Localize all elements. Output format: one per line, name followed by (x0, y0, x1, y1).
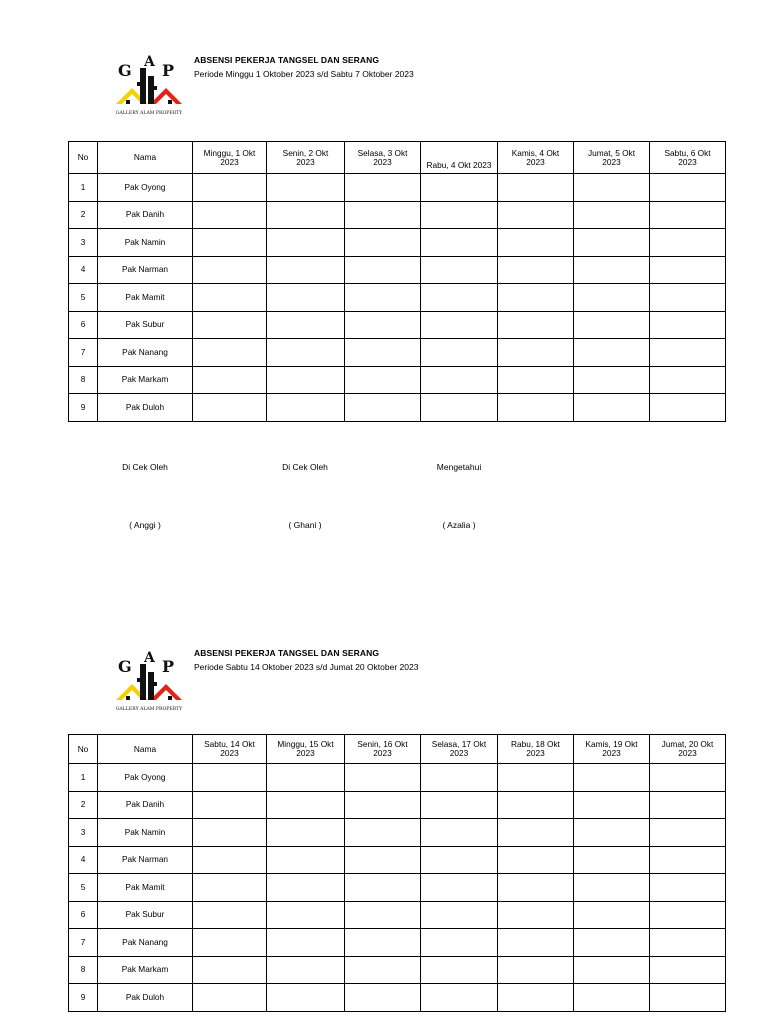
attendance-cell[interactable] (498, 956, 574, 984)
attendance-cell[interactable] (421, 366, 498, 394)
table-row (69, 174, 726, 202)
attendance-cell[interactable] (498, 174, 574, 202)
header-nama: Nama (98, 735, 193, 764)
header-day: Sabtu, 14 Okt 2023 (193, 735, 267, 764)
attendance-cell[interactable] (650, 929, 726, 957)
table-row (69, 394, 726, 422)
attendance-cell[interactable] (345, 874, 421, 902)
table-row (69, 256, 726, 284)
signature-name-anggi: ( Anggi ) (129, 520, 161, 530)
attendance-cell[interactable] (345, 366, 421, 394)
table-row (69, 764, 726, 792)
attendance-cell[interactable] (193, 174, 267, 202)
attendance-cell[interactable] (498, 366, 574, 394)
row-number: 2 (69, 791, 98, 819)
attendance-cell[interactable] (267, 984, 345, 1012)
attendance-cell[interactable] (267, 929, 345, 957)
header-day: Selasa, 17 Okt 2023 (421, 735, 498, 764)
attendance-cell[interactable] (193, 764, 267, 792)
attendance-cell[interactable] (421, 201, 498, 229)
attendance-cell[interactable] (498, 984, 574, 1012)
attendance-cell[interactable] (498, 201, 574, 229)
table-row (69, 929, 726, 957)
table-row (69, 311, 726, 339)
worker-name: Pak Mamit (98, 874, 193, 902)
attendance-cell[interactable] (267, 874, 345, 902)
attendance-cell[interactable] (498, 311, 574, 339)
attendance-cell[interactable] (574, 874, 650, 902)
attendance-cell[interactable] (421, 174, 498, 202)
attendance-cell[interactable] (650, 846, 726, 874)
attendance-cell[interactable] (193, 366, 267, 394)
attendance-cell[interactable] (345, 901, 421, 929)
attendance-cell[interactable] (193, 394, 267, 422)
attendance-cell[interactable] (650, 339, 726, 367)
attendance-cell[interactable] (574, 311, 650, 339)
row-number: 1 (69, 764, 98, 792)
table-row (69, 901, 726, 929)
attendance-cell[interactable] (267, 339, 345, 367)
attendance-cell[interactable] (498, 394, 574, 422)
header-day: Kamis, 19 Okt 2023 (574, 735, 650, 764)
signature-name-ghani: ( Ghani ) (288, 520, 322, 530)
attendance-cell[interactable] (498, 846, 574, 874)
worker-name: Pak Oyong (98, 764, 193, 792)
header-day: Kamis, 4 Okt 2023 (498, 142, 574, 174)
attendance-cell[interactable] (574, 929, 650, 957)
attendance-cell[interactable] (267, 201, 345, 229)
attendance-table-1 (68, 141, 726, 422)
attendance-cell[interactable] (650, 201, 726, 229)
header-day: Jumat, 20 Okt 2023 (650, 735, 726, 764)
attendance-cell[interactable] (421, 764, 498, 792)
attendance-cell[interactable] (574, 174, 650, 202)
attendance-cell[interactable] (650, 956, 726, 984)
header-day: Minggu, 15 Okt 2023 (267, 735, 345, 764)
attendance-cell[interactable] (345, 984, 421, 1012)
attendance-cell[interactable] (193, 311, 267, 339)
attendance-cell[interactable] (498, 874, 574, 902)
attendance-cell[interactable] (421, 901, 498, 929)
attendance-cell[interactable] (193, 339, 267, 367)
attendance-cell[interactable] (421, 929, 498, 957)
row-number: 2 (69, 201, 98, 229)
attendance-cell[interactable] (267, 901, 345, 929)
attendance-cell[interactable] (574, 366, 650, 394)
row-number: 4 (69, 256, 98, 284)
worker-name: Pak Duloh (98, 394, 193, 422)
attendance-cell[interactable] (574, 764, 650, 792)
attendance-cell[interactable] (574, 846, 650, 874)
attendance-cell[interactable] (498, 339, 574, 367)
attendance-cell[interactable] (345, 229, 421, 257)
signature-role-checker-1: Di Cek Oleh (122, 462, 168, 472)
attendance-cell[interactable] (650, 229, 726, 257)
attendance-cell[interactable] (193, 901, 267, 929)
attendance-cell[interactable] (650, 311, 726, 339)
row-number: 9 (69, 394, 98, 422)
attendance-cell[interactable] (193, 284, 267, 312)
table-header-row (69, 142, 726, 174)
attendance-cell[interactable] (421, 311, 498, 339)
attendance-cell[interactable] (574, 984, 650, 1012)
attendance-cell[interactable] (650, 791, 726, 819)
attendance-cell[interactable] (574, 284, 650, 312)
row-number: 3 (69, 819, 98, 847)
attendance-cell[interactable] (574, 201, 650, 229)
row-number: 8 (69, 366, 98, 394)
attendance-cell[interactable] (421, 846, 498, 874)
worker-name: Pak Subur (98, 311, 193, 339)
attendance-cell[interactable] (267, 311, 345, 339)
attendance-cell[interactable] (193, 874, 267, 902)
worker-name: Pak Narman (98, 256, 193, 284)
attendance-cell[interactable] (421, 339, 498, 367)
table-row (69, 366, 726, 394)
worker-name: Pak Danih (98, 791, 193, 819)
header-nama: Nama (98, 142, 193, 174)
sheet1-period: Periode Minggu 1 Oktober 2023 s/d Sabtu 7 Oktober 2023 (194, 69, 414, 79)
row-number: 6 (69, 311, 98, 339)
attendance-cell[interactable] (193, 201, 267, 229)
signature-name-azalia: ( Azalia ) (442, 520, 476, 530)
header-no: No (69, 142, 98, 174)
svg-text:GALLERY ALAM PROPERTY: GALLERY ALAM PROPERTY (115, 707, 183, 712)
attendance-cell[interactable] (650, 394, 726, 422)
worker-name: Pak Narman (98, 846, 193, 874)
attendance-cell[interactable] (193, 819, 267, 847)
attendance-cell[interactable] (421, 984, 498, 1012)
worker-name: Pak Mamit (98, 284, 193, 312)
svg-text:G: G (118, 657, 132, 676)
attendance-cell[interactable] (267, 229, 345, 257)
row-number: 8 (69, 956, 98, 984)
worker-name: Pak Markam (98, 366, 193, 394)
header-day: Senin, 2 Okt 2023 (267, 142, 345, 174)
attendance-cell[interactable] (193, 256, 267, 284)
attendance-cell[interactable] (574, 394, 650, 422)
attendance-cell[interactable] (345, 284, 421, 312)
row-number: 9 (69, 984, 98, 1012)
header-day: Minggu, 1 Okt 2023 (193, 142, 267, 174)
worker-name: Pak Nanang (98, 929, 193, 957)
attendance-cell[interactable] (498, 791, 574, 819)
attendance-cell[interactable] (193, 956, 267, 984)
table-row (69, 984, 726, 1012)
attendance-cell[interactable] (345, 791, 421, 819)
attendance-cell[interactable] (345, 339, 421, 367)
header-day: Sabtu, 6 Okt 2023 (650, 142, 726, 174)
attendance-cell[interactable] (498, 764, 574, 792)
attendance-cell[interactable] (193, 929, 267, 957)
header-day: Senin, 16 Okt 2023 (345, 735, 421, 764)
attendance-cell[interactable] (650, 256, 726, 284)
attendance-cell[interactable] (574, 791, 650, 819)
attendance-cell[interactable] (267, 791, 345, 819)
table-row (69, 339, 726, 367)
table-row (69, 201, 726, 229)
attendance-cell[interactable] (498, 256, 574, 284)
attendance-cell[interactable] (650, 174, 726, 202)
attendance-cell[interactable] (345, 956, 421, 984)
row-number: 3 (69, 229, 98, 257)
attendance-cell[interactable] (574, 956, 650, 984)
attendance-cell[interactable] (650, 284, 726, 312)
table-row (69, 846, 726, 874)
attendance-cell[interactable] (574, 256, 650, 284)
svg-text:G: G (118, 61, 132, 80)
attendance-cell[interactable] (498, 929, 574, 957)
sheet1-title: ABSENSI PEKERJA TANGSEL DAN SERANG (194, 55, 380, 65)
row-number: 1 (69, 174, 98, 202)
worker-name: Pak Danih (98, 201, 193, 229)
table-header-row (69, 735, 726, 764)
svg-text:A: A (144, 54, 155, 70)
header-day: Jumat, 5 Okt 2023 (574, 142, 650, 174)
worker-name: Pak Markam (98, 956, 193, 984)
attendance-cell[interactable] (345, 819, 421, 847)
attendance-cell[interactable] (345, 201, 421, 229)
attendance-cell[interactable] (421, 819, 498, 847)
attendance-cell[interactable] (574, 339, 650, 367)
svg-text:P: P (162, 657, 175, 676)
attendance-cell[interactable] (345, 846, 421, 874)
attendance-cell[interactable] (421, 394, 498, 422)
attendance-cell[interactable] (421, 256, 498, 284)
company-logo (112, 54, 186, 118)
attendance-cell[interactable] (574, 229, 650, 257)
table-row (69, 819, 726, 847)
attendance-cell[interactable] (574, 901, 650, 929)
row-number: 5 (69, 284, 98, 312)
attendance-cell[interactable] (267, 284, 345, 312)
attendance-cell[interactable] (498, 284, 574, 312)
signature-role-approver: Mengetahui (436, 462, 482, 472)
attendance-cell[interactable] (345, 174, 421, 202)
attendance-cell[interactable] (193, 791, 267, 819)
table-row (69, 791, 726, 819)
worker-name: Pak Oyong (98, 174, 193, 202)
table-row (69, 874, 726, 902)
attendance-cell[interactable] (650, 901, 726, 929)
worker-name: Pak Duloh (98, 984, 193, 1012)
row-number: 4 (69, 846, 98, 874)
sheet2-title: ABSENSI PEKERJA TANGSEL DAN SERANG (194, 648, 380, 658)
signature-role-checker-2: Di Cek Oleh (282, 462, 328, 472)
attendance-cell[interactable] (345, 764, 421, 792)
svg-text:GALLERY ALAM PROPERTY: GALLERY ALAM PROPERTY (115, 111, 183, 116)
table-row (69, 956, 726, 984)
header-no: No (69, 735, 98, 764)
row-number: 6 (69, 901, 98, 929)
row-number: 7 (69, 339, 98, 367)
attendance-cell[interactable] (267, 366, 345, 394)
sheet2-period: Periode Sabtu 14 Oktober 2023 s/d Jumat 20 Oktober 2023 (194, 662, 419, 672)
row-number: 5 (69, 874, 98, 902)
attendance-table-2 (68, 734, 726, 1012)
attendance-cell[interactable] (421, 956, 498, 984)
worker-name: Pak Nanang (98, 339, 193, 367)
worker-name: Pak Namin (98, 819, 193, 847)
attendance-cell[interactable] (650, 366, 726, 394)
attendance-cell[interactable] (267, 256, 345, 284)
attendance-cell[interactable] (267, 846, 345, 874)
worker-name: Pak Namin (98, 229, 193, 257)
svg-text:P: P (162, 61, 175, 80)
attendance-cell[interactable] (574, 819, 650, 847)
svg-text:A: A (144, 650, 155, 666)
attendance-cell[interactable] (650, 874, 726, 902)
attendance-cell[interactable] (421, 284, 498, 312)
attendance-cell[interactable] (345, 929, 421, 957)
header-day: Rabu, 4 Okt 2023 (421, 142, 498, 174)
attendance-cell[interactable] (193, 846, 267, 874)
attendance-cell[interactable] (650, 984, 726, 1012)
attendance-cell[interactable] (498, 901, 574, 929)
attendance-cell[interactable] (650, 819, 726, 847)
attendance-cell[interactable] (498, 819, 574, 847)
attendance-cell[interactable] (345, 311, 421, 339)
attendance-cell[interactable] (421, 874, 498, 902)
attendance-cell[interactable] (498, 229, 574, 257)
attendance-cell[interactable] (345, 394, 421, 422)
table-row (69, 229, 726, 257)
attendance-cell[interactable] (267, 819, 345, 847)
row-number: 7 (69, 929, 98, 957)
company-logo (112, 650, 186, 714)
attendance-cell[interactable] (267, 764, 345, 792)
header-day: Rabu, 18 Okt 2023 (498, 735, 574, 764)
attendance-cell[interactable] (421, 229, 498, 257)
attendance-cell[interactable] (267, 394, 345, 422)
attendance-cell[interactable] (193, 229, 267, 257)
attendance-cell[interactable] (267, 174, 345, 202)
attendance-cell[interactable] (193, 984, 267, 1012)
worker-name: Pak Subur (98, 901, 193, 929)
attendance-cell[interactable] (421, 791, 498, 819)
header-day: Selasa, 3 Okt 2023 (345, 142, 421, 174)
attendance-cell[interactable] (650, 764, 726, 792)
attendance-cell[interactable] (267, 956, 345, 984)
attendance-cell[interactable] (345, 256, 421, 284)
table-row (69, 284, 726, 312)
